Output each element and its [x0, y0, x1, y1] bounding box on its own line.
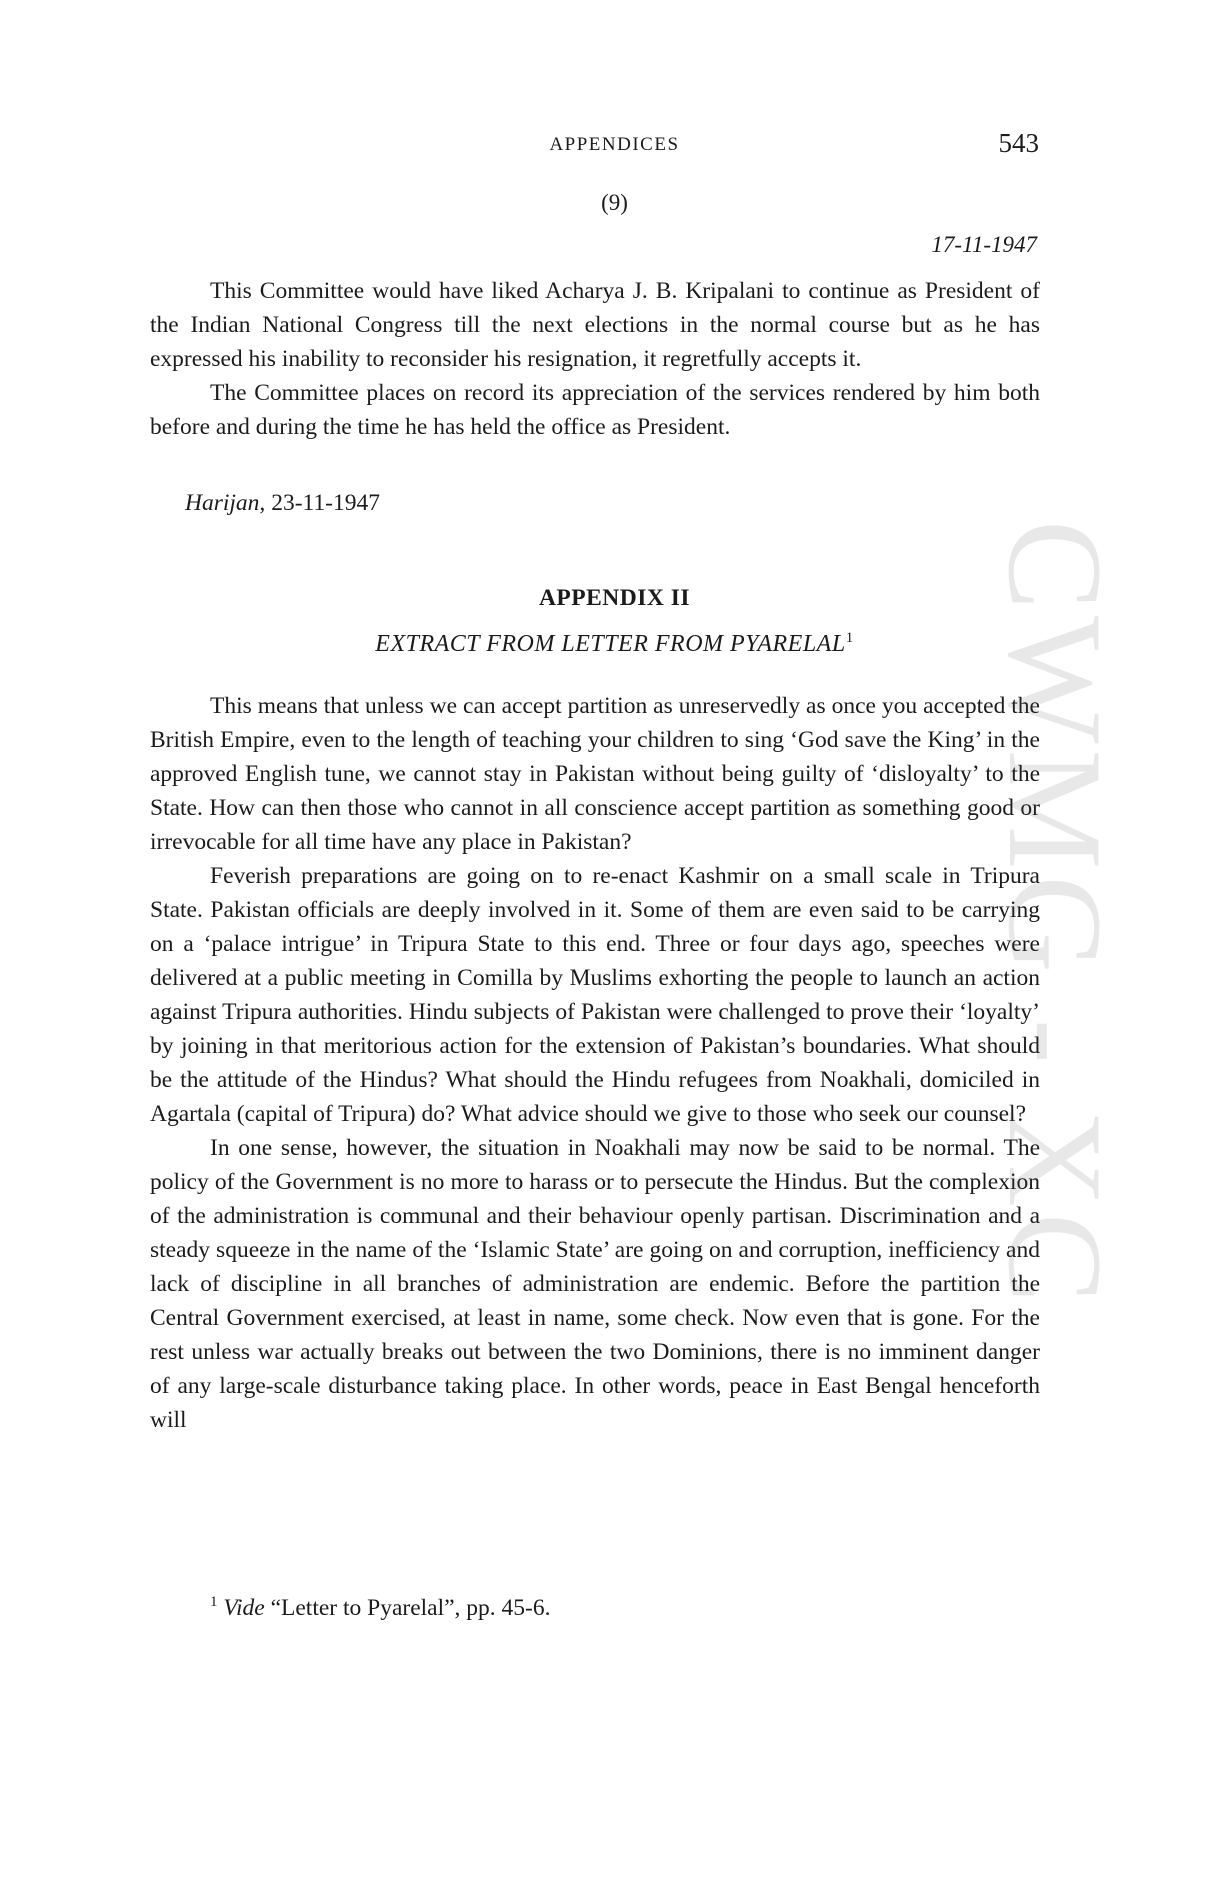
- running-head: APPENDICES: [549, 134, 680, 155]
- footnote-text: “Letter to Pyarelal”, pp. 45-6.: [264, 1594, 551, 1621]
- document-date: 17-11-1947: [931, 232, 1037, 257]
- paragraph: The Committee places on record its appreciation of the services rendered by him both before and during the time he has held the office as President.: [150, 380, 1040, 440]
- resolution-text: [150, 274, 1040, 444]
- footnote-reference: 1: [845, 630, 854, 646]
- paragraph: This means that unless we can accept partition as unreservedly as once you accepted the British Empire, even to the length of teaching your children to sing ‘God save the King’ in the approved English tune, we cannot stay in Pakistan without being guilty of ‘disloyalty’ to the State. How can then those who cannot in all conscience accept partition as something good or irrevocable for all time have any place in Pakistan?: [150, 693, 1040, 855]
- paragraph: In one sense, however, the situation in Noakhali may now be said to be normal. The policy of the Government is no more to harass or to persecute the Hindus. But the complexion of the administration is communal and their behaviour openly partisan. Discrimination and a steady squeeze in the name of the ‘Islamic State’ are going on and corruption, inefficiency and lack of discipline in all branches of administration are endemic. Before the partition the Central Government exercised, at least in name, some check. Now even that is gone. For the rest unless war actually breaks out between the two Dominions, there is no imminent danger of any large-scale disturbance taking place. In other words, peace in East Bengal henceforth will: [150, 1135, 1040, 1433]
- letter-extract: [150, 689, 1040, 1437]
- source-date: 23-11-1947: [271, 490, 380, 516]
- page-number: 543: [998, 128, 1039, 158]
- footnote-vide: Vide: [223, 1594, 265, 1621]
- watermark-text: CWMG - XC: [980, 520, 1129, 1309]
- paragraph: Feverish preparations are going on to re-enact Kashmir on a small scale in Tripura State. Pakistan officials are deeply involved in it. Some of them are even said to be carrying on a ‘palace intrigue’ in Tripura State to this end. Three or four days ago, speeches were delivered at a public meeting in Comilla by Muslims exhorting the people to launch an action against Tripura authorities. Hindu subjects of Pakistan were challenged to prove their ‘loyalty’ by joining in that meritorious action for the extension of Pakistan’s boundaries. What should be the attitude of the Hindus? What should the Hindu refugees from Noakhali, domiciled in Agartala (capital of Tripura) do? What advice should we give to those who seek our counsel?: [150, 863, 1040, 1127]
- watermark: [980, 520, 1129, 1360]
- appendix-title: APPENDIX II: [538, 585, 691, 611]
- source-citation: [185, 490, 380, 517]
- footnote: [210, 1594, 551, 1622]
- footnote-mark: 1: [210, 1594, 218, 1610]
- section-number: (9): [601, 190, 628, 215]
- paragraph: This Committee would have liked Acharya J. B. Kripalani to continue as President of the Indian National Congress till the next elections in the normal course but as he has expressed his inability to reconsider his resignation, it regretfully accepts it.: [150, 278, 1040, 372]
- source-title: Harijan,: [185, 490, 266, 516]
- appendix-subtitle-text: EXTRACT FROM LETTER FROM PYARELAL: [375, 631, 846, 657]
